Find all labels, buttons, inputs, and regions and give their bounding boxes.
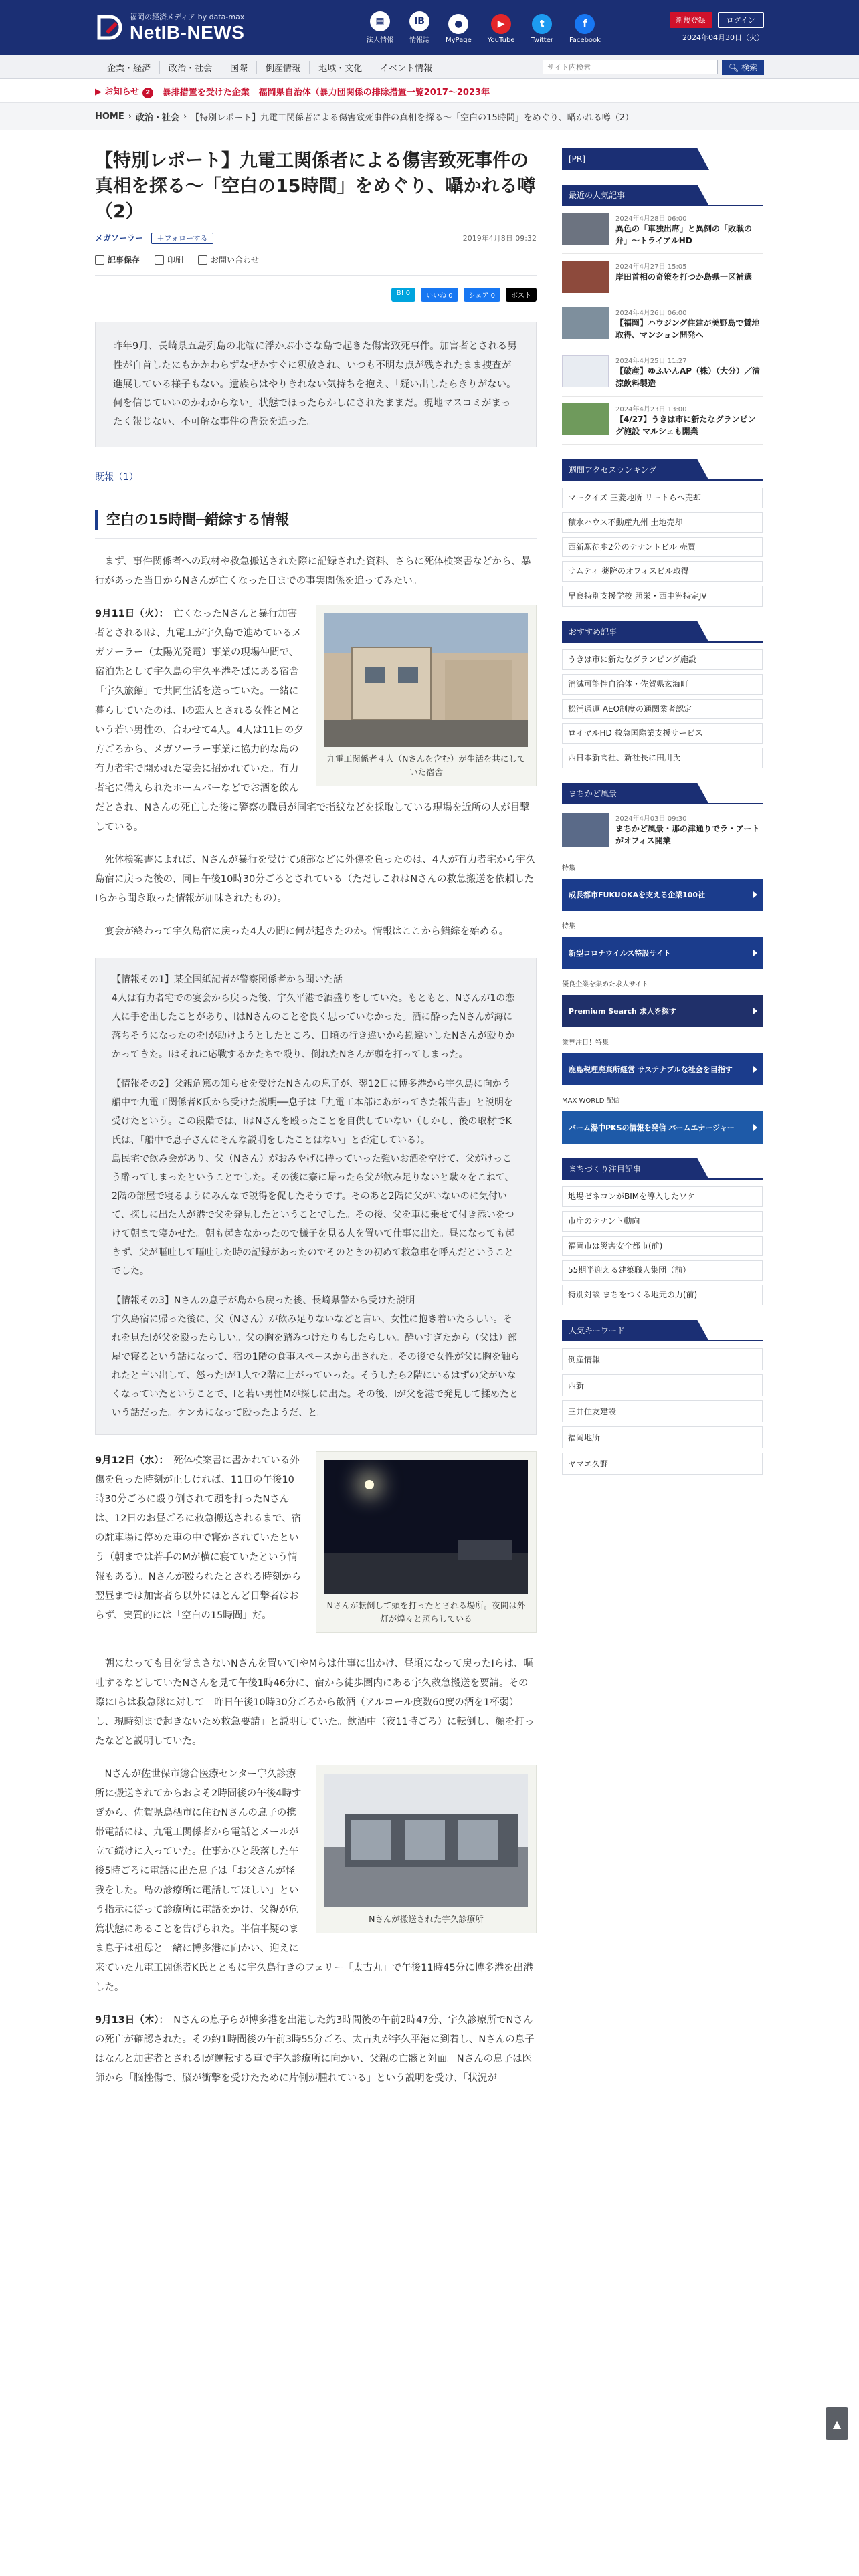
notice-link-2[interactable]: 福岡県自治体（暴力団関係の排除措置一覧2017〜2023年 — [258, 87, 490, 98]
paragraph: 9月11日（火）： 亡くなったNさんと暴行加害者とされるIは、九電工が宇久島で進めているメガソーラー（太陽光発電）事業の現場仲間で、宿泊先として宇久島の宇久平港そばにある宿舎「宇久旅館」で共同生活を送っていた。一緒に暮らしていたのは、Iの恋人とされる女性とMという若い男性の、合わせて4人。4人は11日の夕方ごろから、メガソーラー事業に協力的な島の有力者宅で開かれた宴会に招かれていた。有力者宅に備えられたホームバーなどでお酒を飲んだとされ、Nさんの死亡した後に警察の職員が同宅で指紋などを採取している現場を近所の人が目撃している。 — [95, 609, 530, 833]
ib-icon: IB — [409, 11, 430, 31]
ranking-item[interactable]: 西新駅徒歩2分のテナントビル 売買 — [562, 537, 763, 558]
sidebar — [562, 148, 763, 2088]
banner-premium-search[interactable]: Premium Search 求人を探す — [562, 995, 763, 1027]
site-header — [0, 0, 859, 55]
bookmark-icon — [95, 255, 104, 265]
banner-maxworld[interactable]: バーム湯中PKSの情報を発信 バームエナージャー — [562, 1111, 763, 1144]
article-lead: 昨年9月、長崎県五島列島の北端に浮かぶ小さな島で起きた傷害致死事件。加害者とされる男性が自首したにもかかわらずなぜかすぐに釈放され、いつも不明な点が残されたまま捜査が進展している様子もない。遺族らはやりきれない気持ちを抱え、「疑い出したらきりがない。何を信じていいのかわからない」状態でほったらかしにされたままだ。現地マスコミがまったく報じない、不可解な事件の背景を追った。 — [95, 322, 537, 447]
paragraph: Nさんが佐世保市総合医療センター宇久診療所に搬送されてからおよそ2時間後の午後4時すぎから、佐賀県鳥栖市に住むNさんの息子の携帯電話には、九電工関係者から電話とメールが立て続けに入っていた。仕事かひと段落した午後5時ごろに電話に出た息子は「お父さんが怪我をした。島の診療所に電話してほしい」という指示に従って診療所に電話をかけ、父親が危篤状態にあることを告げられた。半信半疑のまま息子は祖母と一緒に博多港に向かい、迎えに来ていた九電工関係者K氏とともに宇久島行きのフェリー「太古丸」で午後11時45分に博多港を出港した。 — [95, 1769, 533, 1994]
pr-heading: [PR] — [562, 148, 763, 170]
popular-item[interactable]: 2024年4月26日 06:00 【福岡】ハウジング住建が美野島で賃地取得、マンション開発へ — [562, 300, 763, 348]
follow-button[interactable]: ＋フォローする — [151, 233, 214, 244]
info-box — [95, 958, 537, 1435]
mail-icon — [198, 255, 207, 265]
section-heading: 空白の15時間─錯綜する情報 — [95, 510, 537, 530]
recommend-item[interactable]: 消滅可能性自治体・佐賀県玄海町 — [562, 674, 763, 695]
recommend-item[interactable]: 西日本新聞社、新社長に田川氏 — [562, 748, 763, 768]
info-item: 【情報その3】Nさんの息子が島から戻った後、長崎県警から受けた説明 宇久島宿に帰った後に、父（Nさん）が飲み足りないなどと言い、女性に抱き着いたらしい。それを見たIが父を殴ったらしい。父の胸を踏みつけたりもしたらしい。酔いすぎたから（父は）部屋で寝るという話になって、宿の1階の食事スペースから出された。その後で女性が父に胸を触られたと言い出して、怒ったIが1人で2階に上がっていった。そうしたら2階にいるはずの父がいなくなっていたということで、Iと若い男性Mが探しに出た。その後、Iが父を港で発見して揉めたという話だった。ケンカになって殴ったようだ、と。 — [112, 1295, 520, 1419]
photo-figure — [316, 1765, 537, 1933]
nav-twitter[interactable] — [531, 14, 553, 44]
paragraph: 宴会が終わって宇久島宿に戻った4人の間に何が起きたのか。情報はここから錯綜を始める。 — [104, 926, 509, 938]
breadcrumb-current: 【特別レポート】九電工関係者による傷害致死事件の真相を探る〜「空白の15時間」をめぐり、囁かれる噂（2） — [191, 112, 634, 123]
facebook-like-button[interactable]: いいね 0 — [421, 288, 458, 302]
photo-caption: 九電工関係者４人（Nさんを含む）が生活を共にしていた宿舎 — [326, 754, 526, 778]
nav-item-events[interactable]: イベント情報 — [380, 63, 433, 74]
article-thumbnail — [562, 261, 609, 293]
search-button-label: 検索 — [741, 62, 757, 72]
arrow-up-icon: ▲ — [832, 2417, 842, 2430]
article — [95, 148, 537, 2088]
photo-figure — [316, 605, 537, 786]
nav-item-politics[interactable]: 政治・社会 — [160, 61, 221, 74]
paragraph: 死体検案書によれば、Nさんが暴行を受けて頭部などに外傷を負ったのは、4人が有力者宅から宇久島宿に戻った後の、同日午後10時30分ごろとされている（ただしこれはNさんの救急搬送を依頼したIらから聞き取った情報が加味されたもの）。 — [95, 855, 536, 905]
banner-companies[interactable]: 成長都市FUKUOKAを支える企業100社 — [562, 879, 763, 911]
popular-list — [562, 206, 763, 445]
header-icon-nav — [367, 11, 601, 44]
building-icon: ▦ — [370, 11, 390, 31]
ranking-list — [562, 488, 763, 607]
youtube-icon: ▶ — [491, 14, 511, 34]
nav-facebook[interactable] — [569, 14, 601, 44]
notice-count-badge: 2 — [142, 88, 153, 98]
info-item: 【情報その1】某全国紙記者が警察関係者から聞いた話 4人は有力者宅での宴会から戻った後、宇久平港で酒盛りをしていた。もともと、Nさんが1の恋人に手を出したことがあり、IはNさんのことを良く思っていなかった。酒に酔ったNさんが海に落ちそうになったのをIが助けようとしたところ、日頃の行き違いから勘違いしたNさんが殴りかかってきた。Iはそれに応戦するかたちで殴り、倒れたNさんが頭を打ってしまった。 — [112, 974, 515, 1061]
popular-item[interactable]: 2024年4月28日 06:00 異色の「車独出席」と異例の「敗戦の弁」〜トライアルHD — [562, 206, 763, 254]
keyword-item[interactable]: 西新 — [562, 1374, 763, 1396]
recommend-item[interactable]: ロイヤルHD 救急国際業支援サービス — [562, 723, 763, 744]
article-date: 2019年4月8日 09:32 — [462, 233, 537, 243]
town-notice-item[interactable]: 55期半迎える建築職人集団（前） — [562, 1260, 763, 1281]
search-button[interactable] — [722, 60, 764, 75]
article-thumbnail — [562, 355, 609, 387]
breadcrumb — [0, 103, 859, 130]
logo-title: NetIB-NEWS — [130, 22, 245, 43]
town-notice-item[interactable]: 地場ゼネコンがBIMを導入したワケ — [562, 1186, 763, 1207]
town-notice-item[interactable]: 福岡市は災害安全都市(前) — [562, 1236, 763, 1257]
article-thumbnail — [562, 403, 609, 435]
back-to-top-button[interactable] — [826, 2407, 848, 2440]
header-date: 2024年04月30日（火） — [682, 33, 764, 42]
recommend-heading: おすすめ記事 — [562, 621, 763, 643]
popular-item[interactable]: 2024年4月25日 11:27 【破産】ゆふいんAP（株）（大分）／清涼飲料製造 — [562, 348, 763, 397]
breadcrumb-separator: › — [128, 111, 132, 122]
paragraph: まず、事件関係者への取材や救急搬送された際に記録された資料、さらに死体検案書などから、暴行があった当日からNさんが亡くなった日までの事実関係を追ってみたい。 — [95, 556, 531, 587]
paragraph: 朝になっても目を覚まさないNさんを置いてIやMらは仕事に出かけ、昼頃になって戻ったIらは、嘔吐するなどしていたNさんを見て午後1時46分に、宿から徒歩圏内にある宇久救急搬送を要請。その際にIらは救急隊に対して「昨日午後10時30分ごろから飲酒（アルコール度数60度の酒を1杯弱）し、現時刻まで起きないため救急要請」と説明していた。飲酒中（夜11時ごろ）に転倒し、顔を打ったなどと説明していた。 — [95, 1658, 535, 1747]
global-nav — [0, 55, 859, 79]
related-link[interactable]: 既報（1） — [95, 471, 138, 483]
banner-tag: 特集 — [562, 922, 575, 930]
facebook-icon: f — [575, 14, 595, 34]
town-notice-item[interactable]: 特別対談 まちをつくる地元の力(前) — [562, 1285, 763, 1305]
arrow-right-icon — [753, 950, 757, 956]
feature-heading: まちかど風景 — [562, 783, 763, 804]
icon-label: YouTube — [487, 36, 515, 44]
paragraph: 9月13日（木）： Nさんの息子らが博多港を出港した約3時間後の午前2時47分、宇久診療所でNさんの死亡が確認された。その約1時間後の午前3時55分ごろ、太古丸が宇久平港に到着し、Nさんの息子はなんと加害者とされるIが運転する車で宇久診療所に向かい、父親の亡骸と対面。Nさんの息子は医師から「脳挫傷で、脳が衝撃を受けたために片側が腫れている」という説明を受け、「状況が — [95, 2015, 535, 2084]
ranking-item[interactable]: 早良特別支援学校 照栄・西中洲特定JV — [562, 586, 763, 607]
article-title: 【特別レポート】九電工関係者による傷害致死事件の真相を探る〜「空白の15時間」をめぐり、囁かれる噂（2） — [95, 150, 536, 222]
breadcrumb-separator: › — [183, 111, 187, 122]
icon-label: Twitter — [531, 36, 553, 44]
notice-bar — [0, 79, 859, 103]
arrow-right-icon — [753, 1124, 757, 1131]
site-logo[interactable] — [95, 11, 244, 43]
icon-label: MyPage — [446, 36, 472, 44]
ranking-heading: 週間アクセスランキング — [562, 459, 763, 481]
hatena-share-button[interactable]: B! 0 — [391, 288, 415, 302]
save-article-button[interactable]: 記事保存 — [95, 254, 140, 265]
icon-label: 法人情報 — [367, 36, 394, 44]
print-button[interactable]: 印刷 — [155, 254, 183, 265]
nav-item-business[interactable]: 企業・経済 — [95, 61, 160, 74]
search-input[interactable] — [543, 60, 718, 74]
keyword-item[interactable]: 倒産情報 — [562, 1348, 763, 1370]
article-author[interactable]: メガソーラー — [95, 233, 144, 243]
breadcrumb-category[interactable]: 政治・社会 — [135, 112, 179, 123]
port-night-photo — [324, 1460, 528, 1594]
ranking-item[interactable]: 積水ハウス不動産九州 土地売却 — [562, 512, 763, 533]
popular-item[interactable]: 2024年4月27日 15:05 岸田首相の奇策を打つか島県一区補選 — [562, 254, 763, 300]
nav-mypage[interactable] — [446, 14, 472, 44]
popular-heading: 最近の人気記事 — [562, 185, 763, 206]
x-post-button[interactable]: ポスト — [506, 288, 537, 302]
nav-youtube[interactable] — [488, 14, 515, 44]
icon-label: 情報誌 — [409, 36, 430, 44]
banner-tag: 特集 — [562, 864, 575, 872]
nav-item-international[interactable]: 国際 — [221, 61, 257, 74]
feature-item[interactable]: 2024年4月03日 09:30 まちかど風景・那の津通りでラ・アートがオフィス開業 — [562, 813, 763, 847]
nav-item-bankruptcy[interactable]: 倒産情報 — [257, 61, 310, 74]
icon-label: Facebook — [569, 36, 601, 44]
nav-corporate-info[interactable] — [367, 11, 393, 44]
contact-button[interactable]: お問い合わせ — [198, 254, 259, 265]
arrow-right-icon — [753, 891, 757, 898]
article-thumbnail — [562, 213, 609, 245]
town-notice-list — [562, 1186, 763, 1305]
popular-item[interactable]: 2024年4月23日 13:00 【4/27】うきは市に新たなグランピング施設 マルシェも開業 — [562, 397, 763, 445]
article-thumbnail — [562, 307, 609, 339]
dormitory-photo — [324, 613, 528, 747]
arrow-right-icon — [753, 1066, 757, 1073]
banner-tag: MAX WORLD 配信 — [562, 1097, 620, 1105]
paragraph: 9月12日（水）： 死体検案書に書かれている外傷を負った時刻が正しければ、11日の午後10時30分ごろに殴り倒されて頭を打ったNさんは、12日のお昼ごろに救急搬送されるまで、宿の駐車場に停めた車の中で寝かされていたという（朝までは若手のMが横に寝ていたという情報もある）。Nさんが殴られたとされる時刻から翌昼までは加害者ら以外にほとんど目撃者はおらず、実質的には「空白の15時間」だ。 — [95, 1455, 302, 1622]
notice-list-heading: まちづくり注目記事 — [562, 1158, 763, 1180]
keyword-item[interactable]: 三井住友建設 — [562, 1400, 763, 1422]
recommend-item[interactable]: 松浦通運 AEO制度の通関業者認定 — [562, 699, 763, 720]
ranking-item[interactable]: マークイズ 三菱地所 リートらへ売却 — [562, 488, 763, 508]
logo-subtitle: 福岡の経済メディア by data-max — [130, 13, 245, 21]
print-icon — [155, 255, 164, 265]
article-thumbnail — [562, 813, 609, 847]
facebook-share-button[interactable]: シェア 0 — [464, 288, 500, 302]
ranking-item[interactable]: サムティ 薬院のオフィスビル取得 — [562, 561, 763, 582]
town-notice-item[interactable]: 市庁のテナント動向 — [562, 1211, 763, 1232]
banner-list — [562, 862, 763, 1144]
user-icon: ● — [448, 14, 468, 34]
photo-caption: Nさんが搬送された宇久診療所 — [369, 1914, 484, 1925]
photo-caption: Nさんが転倒して頭を打ったとされる場所。夜間は外灯が煌々と照らしている — [326, 1600, 526, 1624]
share-buttons — [95, 288, 537, 302]
nav-magazine[interactable] — [409, 11, 430, 44]
login-button[interactable]: ログイン — [718, 12, 764, 28]
banner-sustainable[interactable]: 鹿島税理廃棄所経営 サステナブルな社会を目指す — [562, 1053, 763, 1085]
keyword-item[interactable]: ヤマエ久野 — [562, 1453, 763, 1475]
twitter-icon: t — [532, 14, 552, 34]
keyword-heading: 人気キーワード — [562, 1320, 763, 1341]
recommend-list — [562, 649, 763, 768]
search-icon: 🔍︎ — [728, 62, 739, 72]
breadcrumb-home[interactable]: HOME — [95, 111, 124, 122]
notice-label: ▶ お知らせ 2 — [95, 84, 153, 98]
photo-figure — [316, 1451, 537, 1633]
banner-tag: 優良企業を集めた求人サイト — [562, 980, 649, 988]
banner-tag: 業界注目！特集 — [562, 1039, 609, 1047]
register-button[interactable]: 新規登録 — [670, 12, 712, 28]
info-item: 【情報その2】父親危篤の知らせを受けたNさんの息子が、翌12日に博多港から宇久島に向かう船中で九電工関係者K氏から受けた説明──息子は「九電工本部にあがってきた報告書」と説明を受けたという。この段階では、IはNさんを殴ったことを自供していない（しかし、後の取材でK氏は、「船中で息子さんにそんな説明をしたことはない」と否定している）。 島民宅で飲み会があり、父（Nさん）がおみやげに持っていった強いお酒を空けて、父がけっこう酔ってしまったということでした。その後に寮に帰ったら父が飲み足りないと駄々をこねて、2階の部屋で寝るようにみんなで説得を促したそうです。そのあと2階に父がいないのに気付いて、探しに出た人が港で父を発見したということでした。その後、父を車に乗せて付き添いをつけて朝まで寝かせた。朝も起きなかったので様子を見る人を置いて仕事に出た。昼になっても起きず、父が嘔吐して嘔吐した時の記録があったのでそのときの初めて救急車を呼んだということでした。 — [112, 1079, 514, 1277]
clinic-photo — [324, 1774, 528, 1907]
keyword-list — [562, 1348, 763, 1475]
notice-link-1[interactable]: 暴排措置を受けた企業 — [162, 87, 250, 98]
recommend-item[interactable]: うきは市に新たなグランピング施設 — [562, 649, 763, 670]
nav-item-region[interactable]: 地域・文化 — [310, 61, 371, 74]
arrow-right-icon — [753, 1008, 757, 1014]
keyword-item[interactable]: 福岡地所 — [562, 1426, 763, 1448]
banner-covid[interactable]: 新型コロナウイルス特設サイト — [562, 937, 763, 969]
section-divider — [95, 538, 537, 539]
logo-mark-icon — [95, 13, 124, 42]
